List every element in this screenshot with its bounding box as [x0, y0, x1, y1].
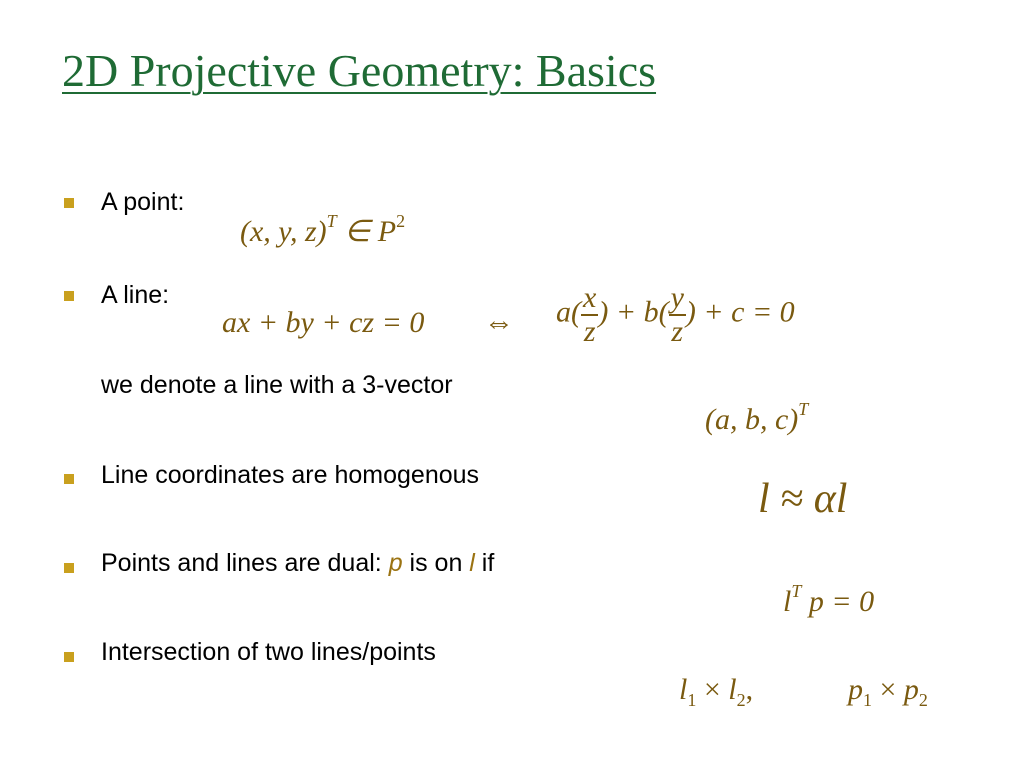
int-p2: p [903, 673, 919, 706]
bullet-dual-text [101, 551, 494, 576]
int-l2: l [728, 673, 737, 706]
dual-rest: p = 0 [801, 585, 875, 618]
bullet-line-text: A line: [101, 281, 170, 309]
math-homogenous: l ≈ αl [758, 476, 848, 522]
int-l1: l [679, 673, 688, 706]
math-point-formula [240, 212, 405, 247]
bullet-intersection-text: Intersection of two lines/points [101, 638, 436, 666]
frac-den-z: z [581, 314, 598, 348]
dual-text-start: Points and lines are dual: [101, 549, 389, 577]
fraction-y-over-z [669, 282, 686, 347]
equivalence-symbol: ⇔ [484, 306, 514, 339]
math-line-fraction [556, 282, 795, 347]
frac-prefix: a( [556, 295, 581, 329]
int-comma: , [745, 673, 754, 706]
fraction-x-over-z [581, 282, 598, 347]
math-intersection-points [848, 675, 928, 709]
math-dual-formula [783, 582, 874, 617]
math-intersection-lines [679, 675, 753, 709]
vector-transpose: T [798, 399, 809, 419]
bullet-marker [64, 474, 74, 484]
frac-suffix: ) + c = 0 [685, 295, 795, 329]
math-line-vector [705, 400, 808, 435]
int-psub2: 2 [918, 690, 928, 710]
bullet-homogenous-text: Line coordinates are homogenous [101, 461, 480, 489]
bullet-point-text: A point: [101, 188, 185, 216]
int-p1: p [848, 673, 863, 706]
slide-title: 2D Projective Geometry: Basics [62, 45, 657, 96]
frac-middle: ) + b( [598, 295, 669, 329]
dual-text-end: if [474, 549, 495, 577]
dual-transpose: T [791, 581, 802, 601]
point-transpose: T [326, 211, 337, 231]
int-cross: × [696, 673, 729, 706]
frac-num-x: x [583, 281, 597, 314]
dual-l: l [469, 549, 475, 577]
bullet-marker [64, 291, 74, 301]
vector-tuple: (a, b, c) [705, 403, 799, 436]
dual-text-mid: is on [402, 549, 470, 577]
point-tuple: (x, y, z) [240, 215, 327, 248]
int-psub1: 1 [863, 690, 872, 710]
point-set: ∈ P [336, 215, 397, 248]
bullet-marker [64, 563, 74, 573]
bullet-marker [64, 198, 74, 208]
point-dimension: 2 [396, 211, 406, 231]
bullet-line-subtext: we denote a line with a 3-vector [101, 371, 453, 399]
dual-l-symbol: l [783, 585, 792, 618]
int-pcross: × [872, 673, 904, 706]
dual-p: p [388, 549, 403, 577]
int-sub1: 1 [687, 690, 697, 710]
frac-num-y: y [670, 281, 684, 314]
bullet-marker [64, 652, 74, 662]
frac-den-z: z [669, 314, 686, 348]
math-line-equation: ax + by + cz = 0 [222, 306, 425, 339]
int-sub2: 2 [736, 690, 746, 710]
